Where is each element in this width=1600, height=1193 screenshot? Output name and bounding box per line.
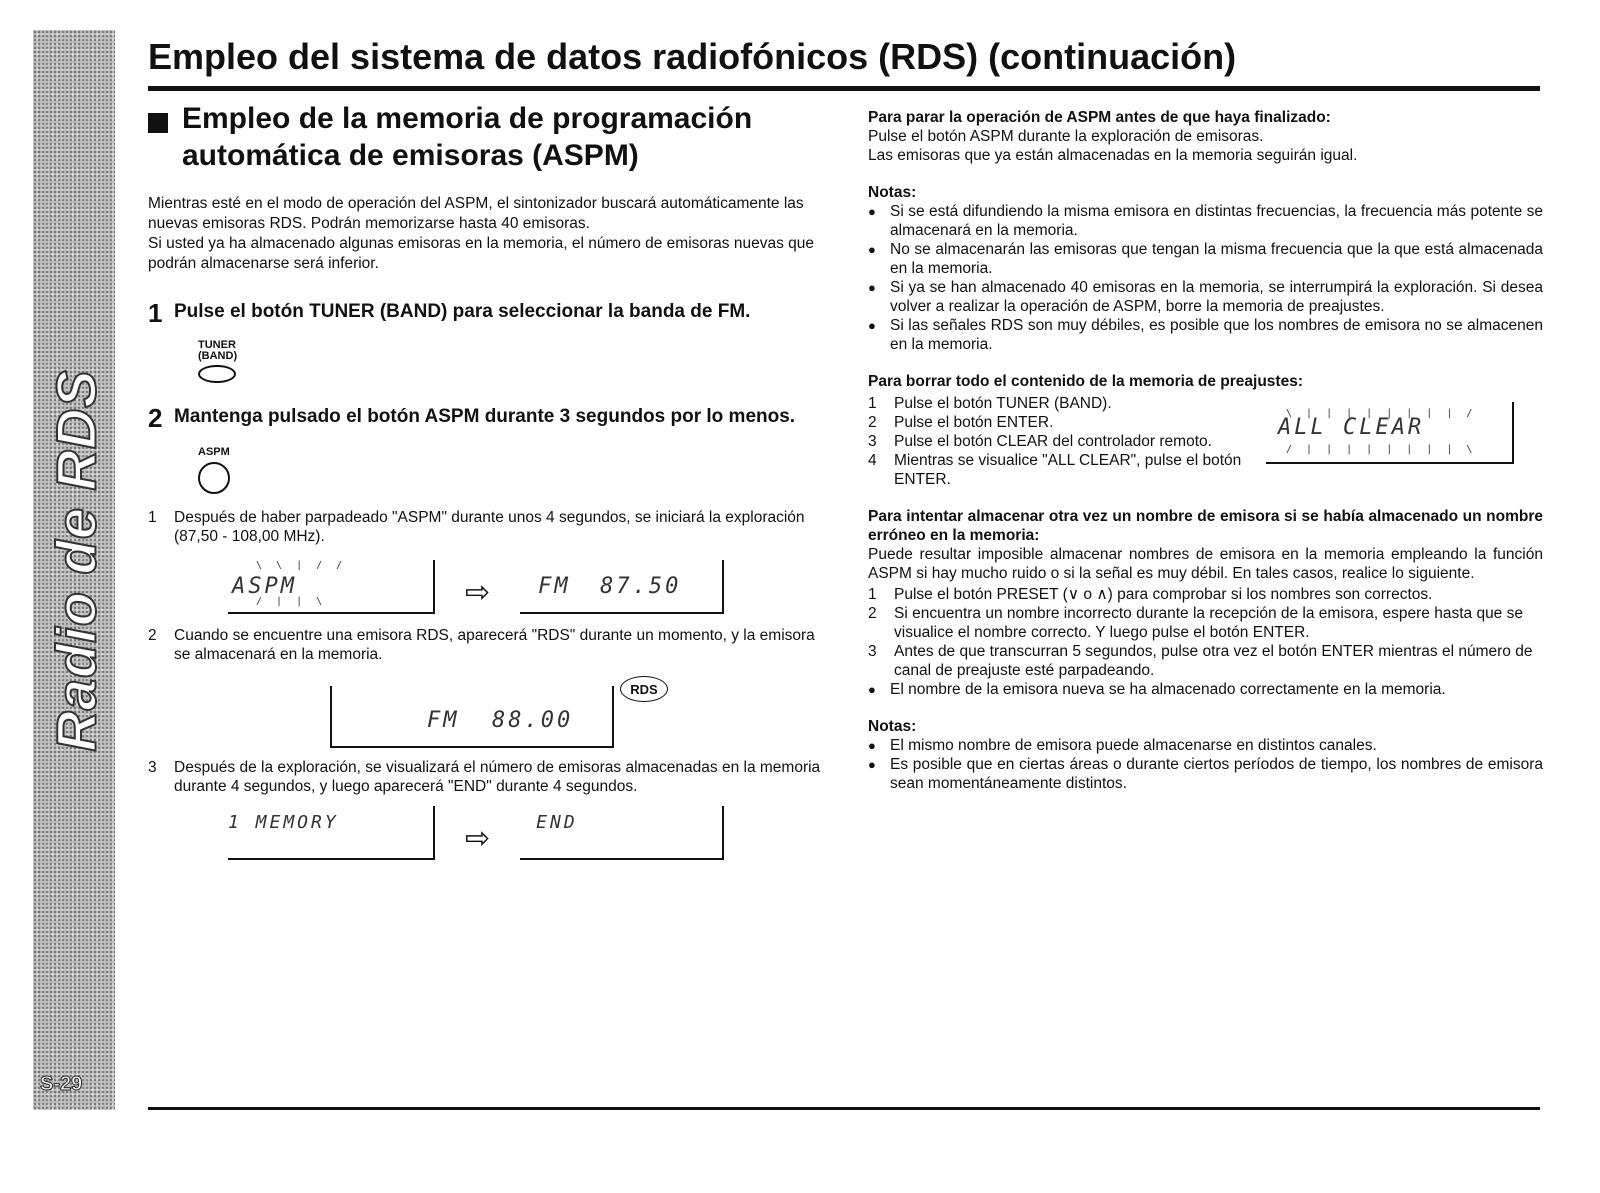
list-item: 2 Pulse el botón ENTER. [868,414,1054,431]
clear-heading: Para borrar todo el contenido de la memoria de preajustes: [868,373,1303,390]
notes2-list [868,736,1543,793]
display-row-1 [228,560,833,614]
step-number: 1 [148,298,163,328]
list-item: ● Si las señales RDS son muy débiles, es posible que los nombres de emisora no se almacenen en la memoria. [868,317,1543,353]
retry-body: Puede resultar imposible almacenar nombres de emisora en la memoria empleando la función ASPM si hay mucho ruido o si la señal es muy débil. En tales casos, realice lo siguiente. [868,546,1543,582]
tuner-band-button-icon: TUNER (BAND) [198,340,833,383]
left-column [148,100,833,860]
retry-heading: Para intentar almacenar otra vez un nombre de emisora si se había almacenado un nombre erróneo en la memoria: [868,508,1543,544]
notes2-heading: Notas: [868,718,917,735]
list-item: 3 Antes de que transcurran 5 segundos, pulse otra vez el botón ENTER mientras el número de canal de preajuste esté parpadeando. [868,643,1533,679]
list-item: 2 Si encuentra un nombre incorrecto durante la recepción de la emisora, espere hasta que se visualice el nombre correcto. Y luego pulse el botón ENTER. [868,605,1523,641]
page-number: S-29 [40,1073,83,1095]
fm-8750-display: FM 87.50 [520,560,724,614]
list-item: ● El mismo nombre de emisora puede almacenarse en distintos canales. [868,737,1377,754]
step-text: Mantenga pulsado el botón ASPM durante 3 segundos por lo menos. [174,406,796,427]
arrow-right-icon: ⇨ [465,822,491,855]
bottom-rule [148,1107,1540,1110]
clear-block [868,394,1543,489]
sub-step-2: 2 Cuando se encuentre una emisora RDS, aparecerá "RDS" durante un momento, y la emisora se almacenará en la memoria. [148,627,815,663]
retry-result [868,680,1543,699]
list-item: ● Si se está difundiendo la misma emisora en distintas frecuencias, la frecuencia más potente se almacenará en la memoria. [868,203,1543,239]
title-rule [148,86,1540,91]
all-clear-display: \ | | | | | | | | / ALL CLEAR / | | | | | | | | \ [1266,402,1514,464]
notes-list [868,202,1543,354]
sidebar-title-text: Radio de RDS [44,368,108,752]
display-row-3 [228,806,833,860]
list-item: 1 Pulse el botón PRESET (∨ o ∧) para comprobar si los nombres son correctos. [868,586,1433,603]
section-title: Empleo de la memoria de programación automática de emisoras (ASPM) [182,102,753,172]
retry-steps [868,585,1543,680]
step-2 [148,405,833,431]
stop-line-2: Las emisoras que ya están almacenadas en la memoria seguirán igual. [868,147,1358,164]
list-item: 1 Pulse el botón TUNER (BAND). [868,395,1112,412]
arrow-right-icon: ⇨ [465,576,491,609]
sub-step-1: 1 Después de haber parpadeado "ASPM" durante unos 4 segundos, se iniciará la exploración (87,50 - 108,00 MHz). [148,509,805,545]
list-item: ● El nombre de la emisora nueva se ha almacenado correctamente en la memoria. [868,681,1446,698]
sub-step-3: 3 Después de la exploración, se visualizará el número de emisoras almacenadas en la memoria durante 4 segundos, y luego aparecerá "END" durante 4 segundos. [148,759,821,795]
memory-display: 1 MEMORY [228,806,435,860]
list-item: 4 Mientras se visualice "ALL CLEAR", pulse el botón ENTER. [868,452,1242,488]
intro-paragraph-1: Mientras esté en el modo de operación del ASPM, el sintonizador buscará automáticamente las nuevas emisoras RDS. Podrán memorizarse hasta 40 emisoras. [148,195,804,232]
list-item: ● Si ya se han almacenado 40 emisoras en la memoria, se interrumpirá la exploración. Si desea volver a realizar la operación de ASPM, borre la memoria de preajustes. [868,279,1543,315]
page-title: Empleo del sistema de datos radiofónicos (RDS) (continuación) [148,36,1237,77]
list-item: ● Es posible que en ciertas áreas o durante ciertos períodos de tiempo, los nombres de emisora sean momentáneamente distintos. [868,756,1543,792]
stop-heading: Para parar la operación de ASPM antes de que haya finalizado: [868,109,1331,126]
step-number: 2 [148,403,163,433]
notes-heading: Notas: [868,184,917,201]
intro-paragraph-2: Si usted ya ha almacenado algunas emisoras en la memoria, el número de emisoras nuevas que podrán almacenarse será inferior. [148,235,815,272]
end-display: END [520,806,724,860]
aspm-button-icon: ASPM [198,447,833,494]
list-item: ● No se almacenarán las emisoras que tengan la misma frecuencia que la que está almacenada en la memoria. [868,241,1543,277]
stop-line-1: Pulse el botón ASPM durante la exploración de emisoras. [868,128,1264,145]
right-column [868,108,1543,793]
square-bullet-icon [148,113,168,133]
aspm-display: \ \ | / / ASPM / | | \ [228,560,435,614]
display-row-2 [330,681,833,748]
step-text: Pulse el botón TUNER (BAND) para seleccionar la banda de FM. [174,301,751,322]
clear-steps [868,394,1248,489]
sidebar-title [41,368,111,752]
step-1 [148,300,833,326]
fm-8800-rds-display: FM 88.00 RDS [330,686,614,748]
intro-text [148,194,833,274]
list-item: 3 Pulse el botón CLEAR del controlador remoto. [868,433,1212,450]
section-heading [148,100,833,174]
round-button-icon [198,462,230,494]
oval-button-icon [198,365,236,383]
rds-indicator: RDS [620,676,668,702]
